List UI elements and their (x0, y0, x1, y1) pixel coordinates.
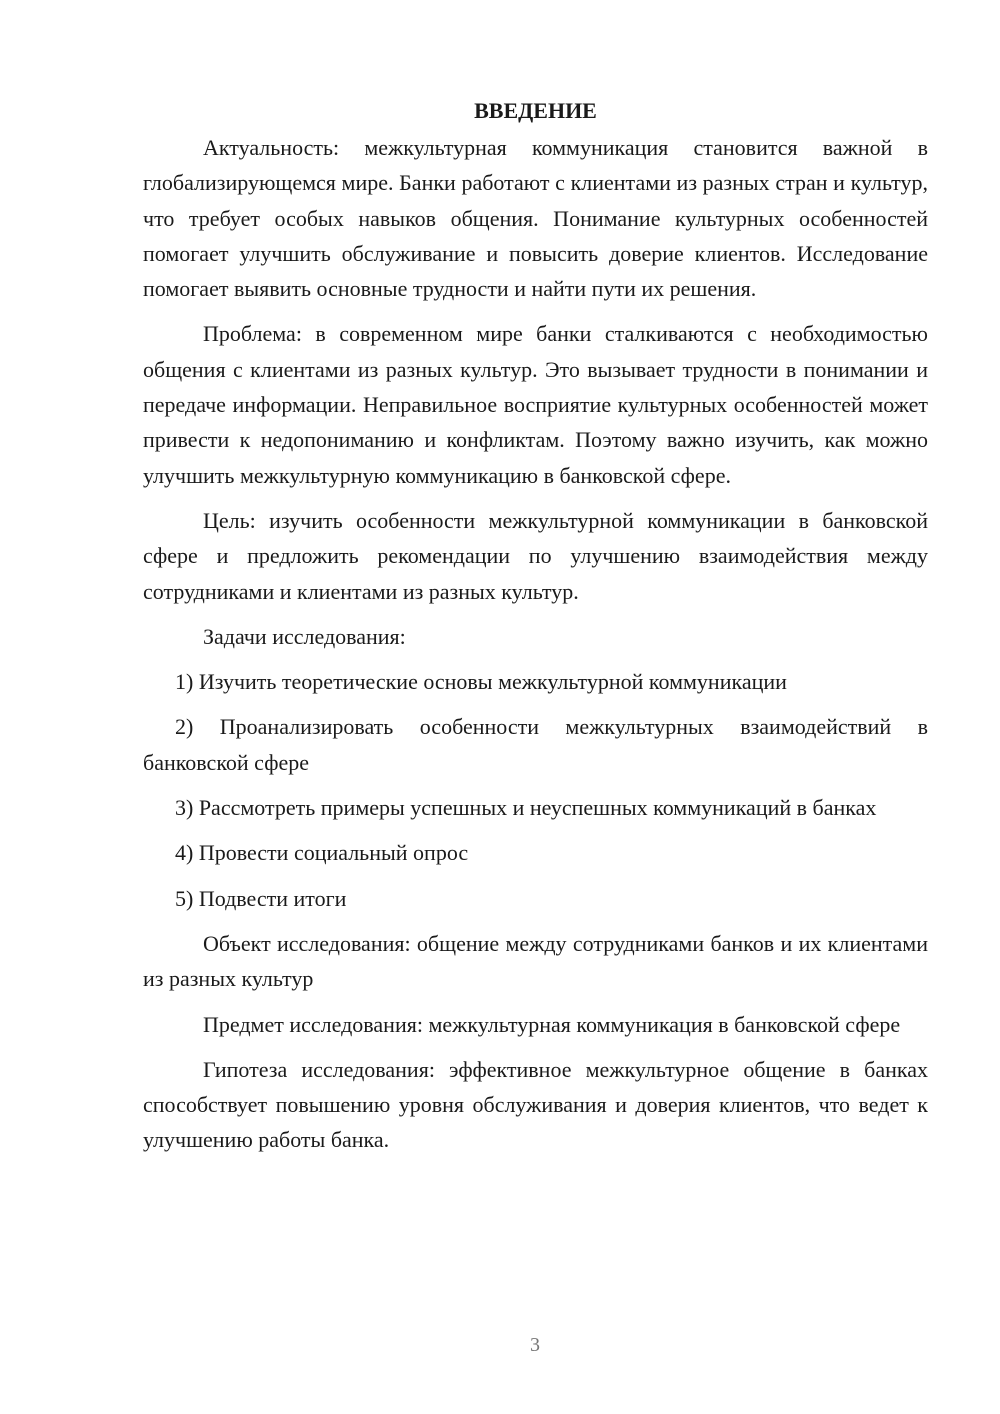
paragraph-hypothesis: Гипотеза исследования: эффективное межкультурное общение в банках способствует повышению уровня обслуживания и доверия клиентов, что ведет к улучшению работы банка. (143, 1056, 928, 1153)
document-page (143, 93, 928, 1158)
task-item-4: 4) Провести социальный опрос (175, 840, 469, 866)
paragraph-goal: Цель: изучить особенности межкультурной коммуникации в банковской сфере и предложить рекомендации по улучшению взаимодействия между сотрудниками и клиентами из разных культур. (143, 507, 928, 604)
paragraph-tasks-heading: Задачи исследования: (203, 623, 406, 649)
task-item-1: 1) Изучить теоретические основы межкультурной коммуникации (175, 669, 787, 695)
task-item-3: 3) Рассмотреть примеры успешных и неуспешных коммуникаций в банках (175, 795, 877, 821)
paragraph-subject: Предмет исследования: межкультурная коммуникация в банковской сфере (203, 1011, 901, 1037)
task-item-5: 5) Подвести итоги (175, 885, 347, 911)
task-item-2: 2) Проанализировать особенности межкультурных взаимодействий в банковской сфере (143, 714, 928, 775)
paragraph-object: Объект исследования: общение между сотрудниками банков и их клиентами из разных культур (143, 930, 928, 992)
page-title: ВВЕДЕНИЕ (474, 98, 597, 123)
page-number: 3 (530, 1334, 540, 1356)
paragraph-problem: Проблема: в современном мире банки сталкиваются с необходимостью общения с клиентами из разных культур. Это вызывает трудности в понимании и передаче информации. Неправильное восприятие культурных особенностей может привести к недопониманию и конфликтам. Поэтому важно изучить, как можно улучшить межкультурную коммуникацию в банковской сфере. (143, 321, 928, 488)
paragraph-relevance: Актуальность: межкультурная коммуникация становится важной в глобализирующемся мире. Банки работают с клиентами из разных стран и культур, что требует особых навыков общения. Понимание культурных особенностей помогает улучшить обслуживание и повысить доверие клиентов. Исследование помогает выявить основные трудности и найти пути их решения. (143, 135, 928, 302)
